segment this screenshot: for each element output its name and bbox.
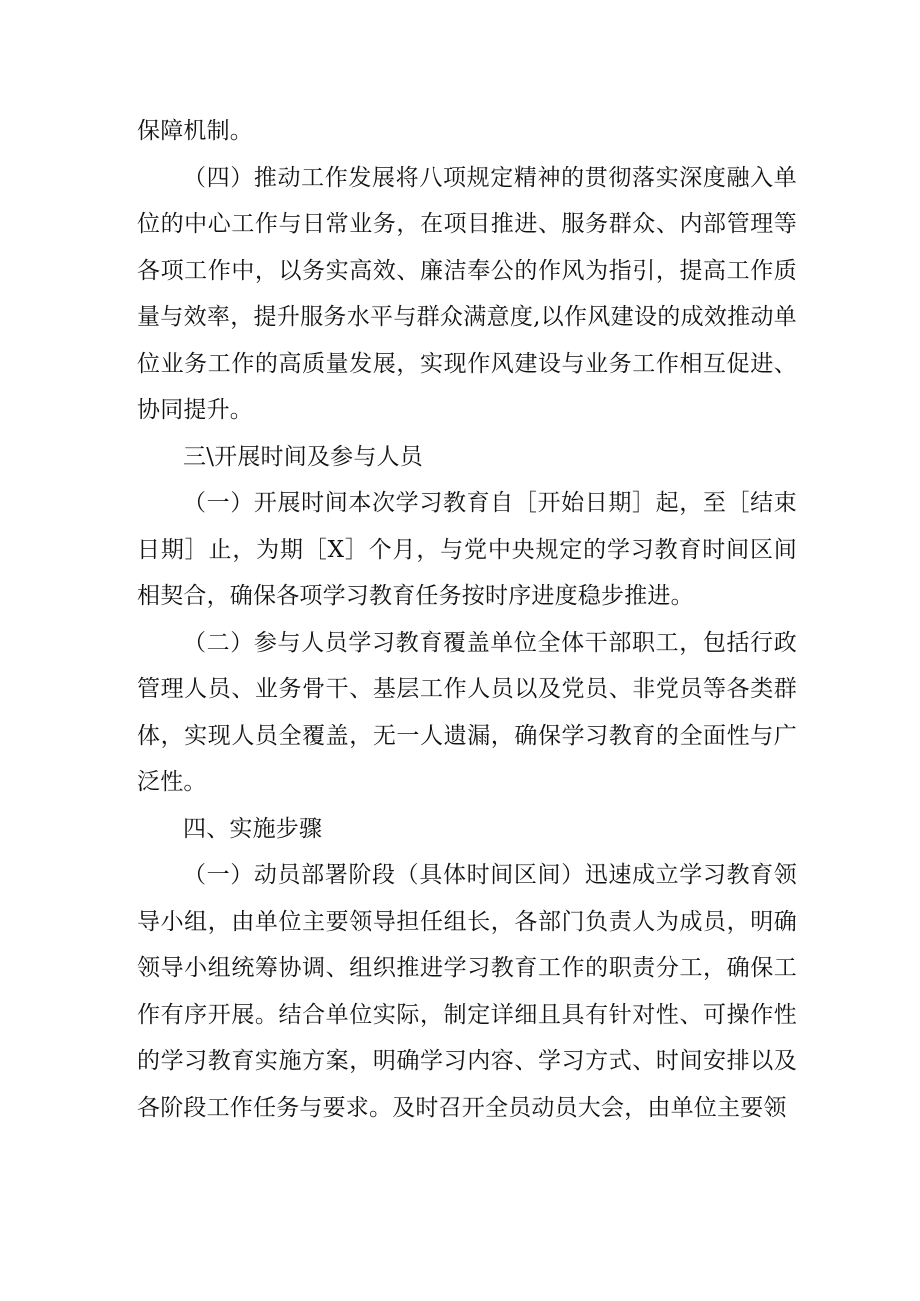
section-heading-time-and-participants: 三\开展时间及参与人员	[183, 443, 423, 470]
paragraph-time-period: （一）开展时间本次学习教育自［开始日期］起，至［结束日期］止，为期［X］个月，与党中央规定的学习教育时间区间相契合，确保各项学习教育任务按时序进度稳步推进。	[137, 490, 797, 609]
paragraph-participants: （二）参与人员学习教育覆盖单位全体干部职工，包括行政管理人员、业务骨干、基层工作人员以及党员、非党员等各类群体，实现人员全覆盖，无一人遗漏，确保学习教育的全面性与广泛性。	[137, 629, 797, 795]
paragraph-continuation: 保障机制。	[137, 118, 253, 144]
document-body	[137, 108, 797, 1131]
paragraph-mobilization-phase: （一）动员部署阶段（具体时间区间）迅速成立学习教育领导小组，由单位主要领导担任组长，各部门负责人为成员，明确领导小组统筹协调、组织推进学习教育工作的职责分工，确保工作有序开展。结合单位实际，制定详细且具有针对性、可操作性的学习教育实施方案，明确学习内容、学习方式、时间安排以及各阶段工作任务与要求。及时召开全员动员大会，由单位主要领	[137, 862, 797, 1121]
section-heading-implementation-steps: 四、实施步骤	[183, 815, 323, 842]
paragraph-work-development: （四）推动工作发展将八项规定精神的贯彻落实深度融入单位的中心工作与日常业务，在项目推进、服务群众、内部管理等各项工作中，以务实高效、廉洁奉公的作风为指引，提高工作质量与效率，提升服务水平与群众满意度,以作风建设的成效推动单位业务工作的高质量发展，实现作风建设与业务工作相互促进、协同提升。	[137, 164, 797, 423]
